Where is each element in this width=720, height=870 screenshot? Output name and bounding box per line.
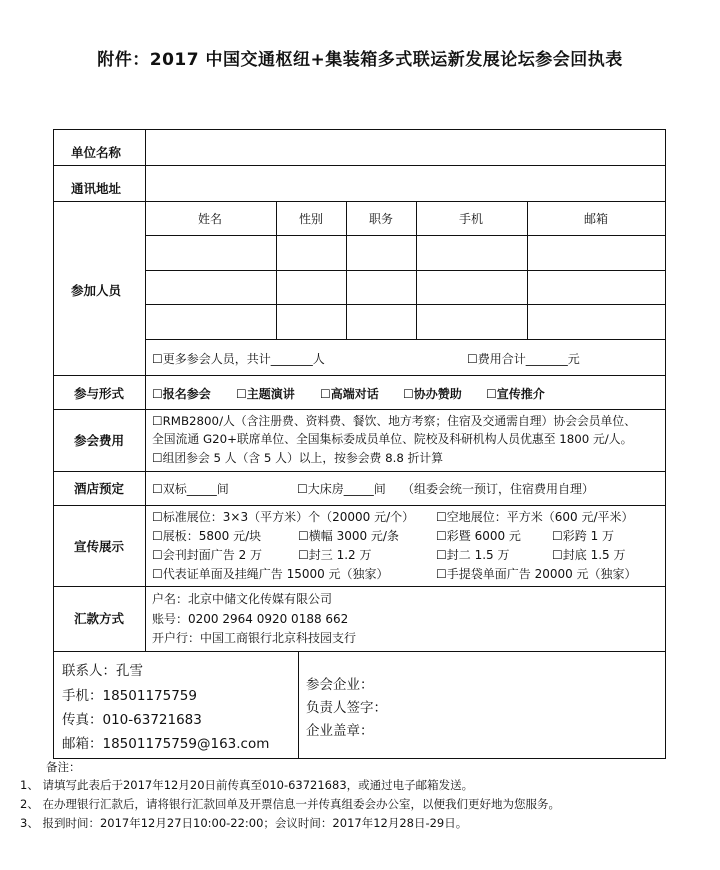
note-item: 1、 请填写此表后于2017年12月20日前传真至010-63721683，或通过电子邮箱发送。 <box>20 778 474 792</box>
fee-option-group[interactable]: ☐组团参会 5 人（含 5 人）以上，按参会费 8.8 折计算 <box>152 451 443 465</box>
promo-open-space[interactable]: ☐空地展位：平方米（600 元/平米） <box>436 510 634 524</box>
col-header-email: 邮箱 <box>584 212 609 226</box>
promo-cover-ad[interactable]: ☐会刊封面广告 2 万 <box>152 548 263 562</box>
option-promotion[interactable]: ☐宣传推介 <box>486 387 545 401</box>
grid-line <box>298 651 299 759</box>
col-header-position: 职务 <box>369 212 394 226</box>
promo-banner[interactable]: ☐横幅 3000 元/条 <box>298 529 399 543</box>
account-name: 户名：北京中储文化传媒有限公司 <box>152 592 333 606</box>
promo-standard-booth[interactable]: ☐标准展位：3×3（平方米）个（20000 元/个） <box>152 510 415 524</box>
promo-back-cover[interactable]: ☐封底 1.5 万 <box>552 548 626 562</box>
option-dialogue[interactable]: ☐高端对话 <box>320 387 379 401</box>
fee-option-individual[interactable]: ☐RMB2800/人（含注册费、资料费、餐饮、地方考察；住宿及交通需自理）协会会员单位、 <box>152 414 636 428</box>
unit-name-field[interactable] <box>146 130 665 165</box>
fee-discount-text: 全国流通 G20+联席单位、全国集标委成员单位、院校及科研机构人员优惠至 1800 元/人。 <box>152 432 633 446</box>
hotel-note: （组委会统一预订，住宿费用自理） <box>402 482 595 496</box>
address-field[interactable] <box>146 166 665 201</box>
contact-phone: 手机：18501175759 <box>62 688 197 704</box>
promo-board[interactable]: ☐展板：5800 元/块 <box>152 529 262 543</box>
attendees-label: 参加人员 <box>71 283 122 298</box>
promo-bag-ad[interactable]: ☐手提袋单面广告 20000 元（独家） <box>436 567 637 581</box>
promo-arch[interactable]: ☐彩暨 6000 元 <box>436 529 521 543</box>
label-column-divider <box>145 129 146 651</box>
hotel-standard-option[interactable]: ☐双标_____间 <box>152 482 229 496</box>
col-header-gender: 性别 <box>299 212 324 226</box>
participation-label: 参与形式 <box>74 386 125 401</box>
address-label: 通讯地址 <box>71 181 122 196</box>
col-header-mobile: 手机 <box>459 212 484 226</box>
option-keynote[interactable]: ☐主题演讲 <box>236 387 295 401</box>
contact-email: 邮箱：18501175759@163.com <box>62 736 270 752</box>
remit-label: 汇款方式 <box>74 611 125 626</box>
page-title: 附件：2017 中国交通枢纽+集装箱多式联运新发展论坛参会回执表 <box>97 50 623 70</box>
contact-person: 联系人：孔雪 <box>62 663 143 679</box>
hotel-king-option[interactable]: ☐大床房_____间 <box>297 482 386 496</box>
total-fee-checkbox[interactable]: ☐费用合计_______元 <box>467 352 580 366</box>
note-item: 3、 报到时间：2017年12月27日10:00-22:00；会议时间：2017年12月28日-29日。 <box>20 816 468 830</box>
bank-name: 开户行：中国工商银行北京科技园支行 <box>152 631 357 645</box>
option-sponsor[interactable]: ☐协办赞助 <box>403 387 462 401</box>
grid-line <box>145 339 666 340</box>
col-header-name: 姓名 <box>198 212 223 226</box>
option-register[interactable]: ☐报名参会 <box>152 387 211 401</box>
fee-label: 参会费用 <box>74 433 125 448</box>
promo-inside-back[interactable]: ☐封三 1.2 万 <box>298 548 372 562</box>
contact-fax: 传真：010-63721683 <box>62 712 202 728</box>
promo-inside-front[interactable]: ☐封二 1.5 万 <box>436 548 510 562</box>
promo-span[interactable]: ☐彩跨 1 万 <box>552 529 615 543</box>
more-attendees-checkbox[interactable]: ☐更多参会人员，共计_______人 <box>152 352 325 366</box>
account-number: 账号：0200 2964 0920 0188 662 <box>152 612 349 626</box>
promo-label: 宣传展示 <box>74 539 125 554</box>
note-item: 2、 在办理银行汇款后，请将银行汇款回单及开票信息一并传真组委会办公室，以便我们更好地为您服务。 <box>20 797 560 811</box>
signature-label: 负责人签字： <box>306 700 387 716</box>
company-name-label: 参会企业： <box>306 677 374 693</box>
notes-heading: 备注： <box>46 760 81 774</box>
unit-name-label: 单位名称 <box>71 145 122 160</box>
promo-badge-ad[interactable]: ☐代表证单面及挂绳广告 15000 元（独家） <box>152 567 389 581</box>
hotel-label: 酒店预定 <box>74 481 125 496</box>
row-divider <box>53 651 666 652</box>
seal-label: 企业盖章： <box>306 723 374 739</box>
attendee-grid[interactable] <box>146 236 665 339</box>
